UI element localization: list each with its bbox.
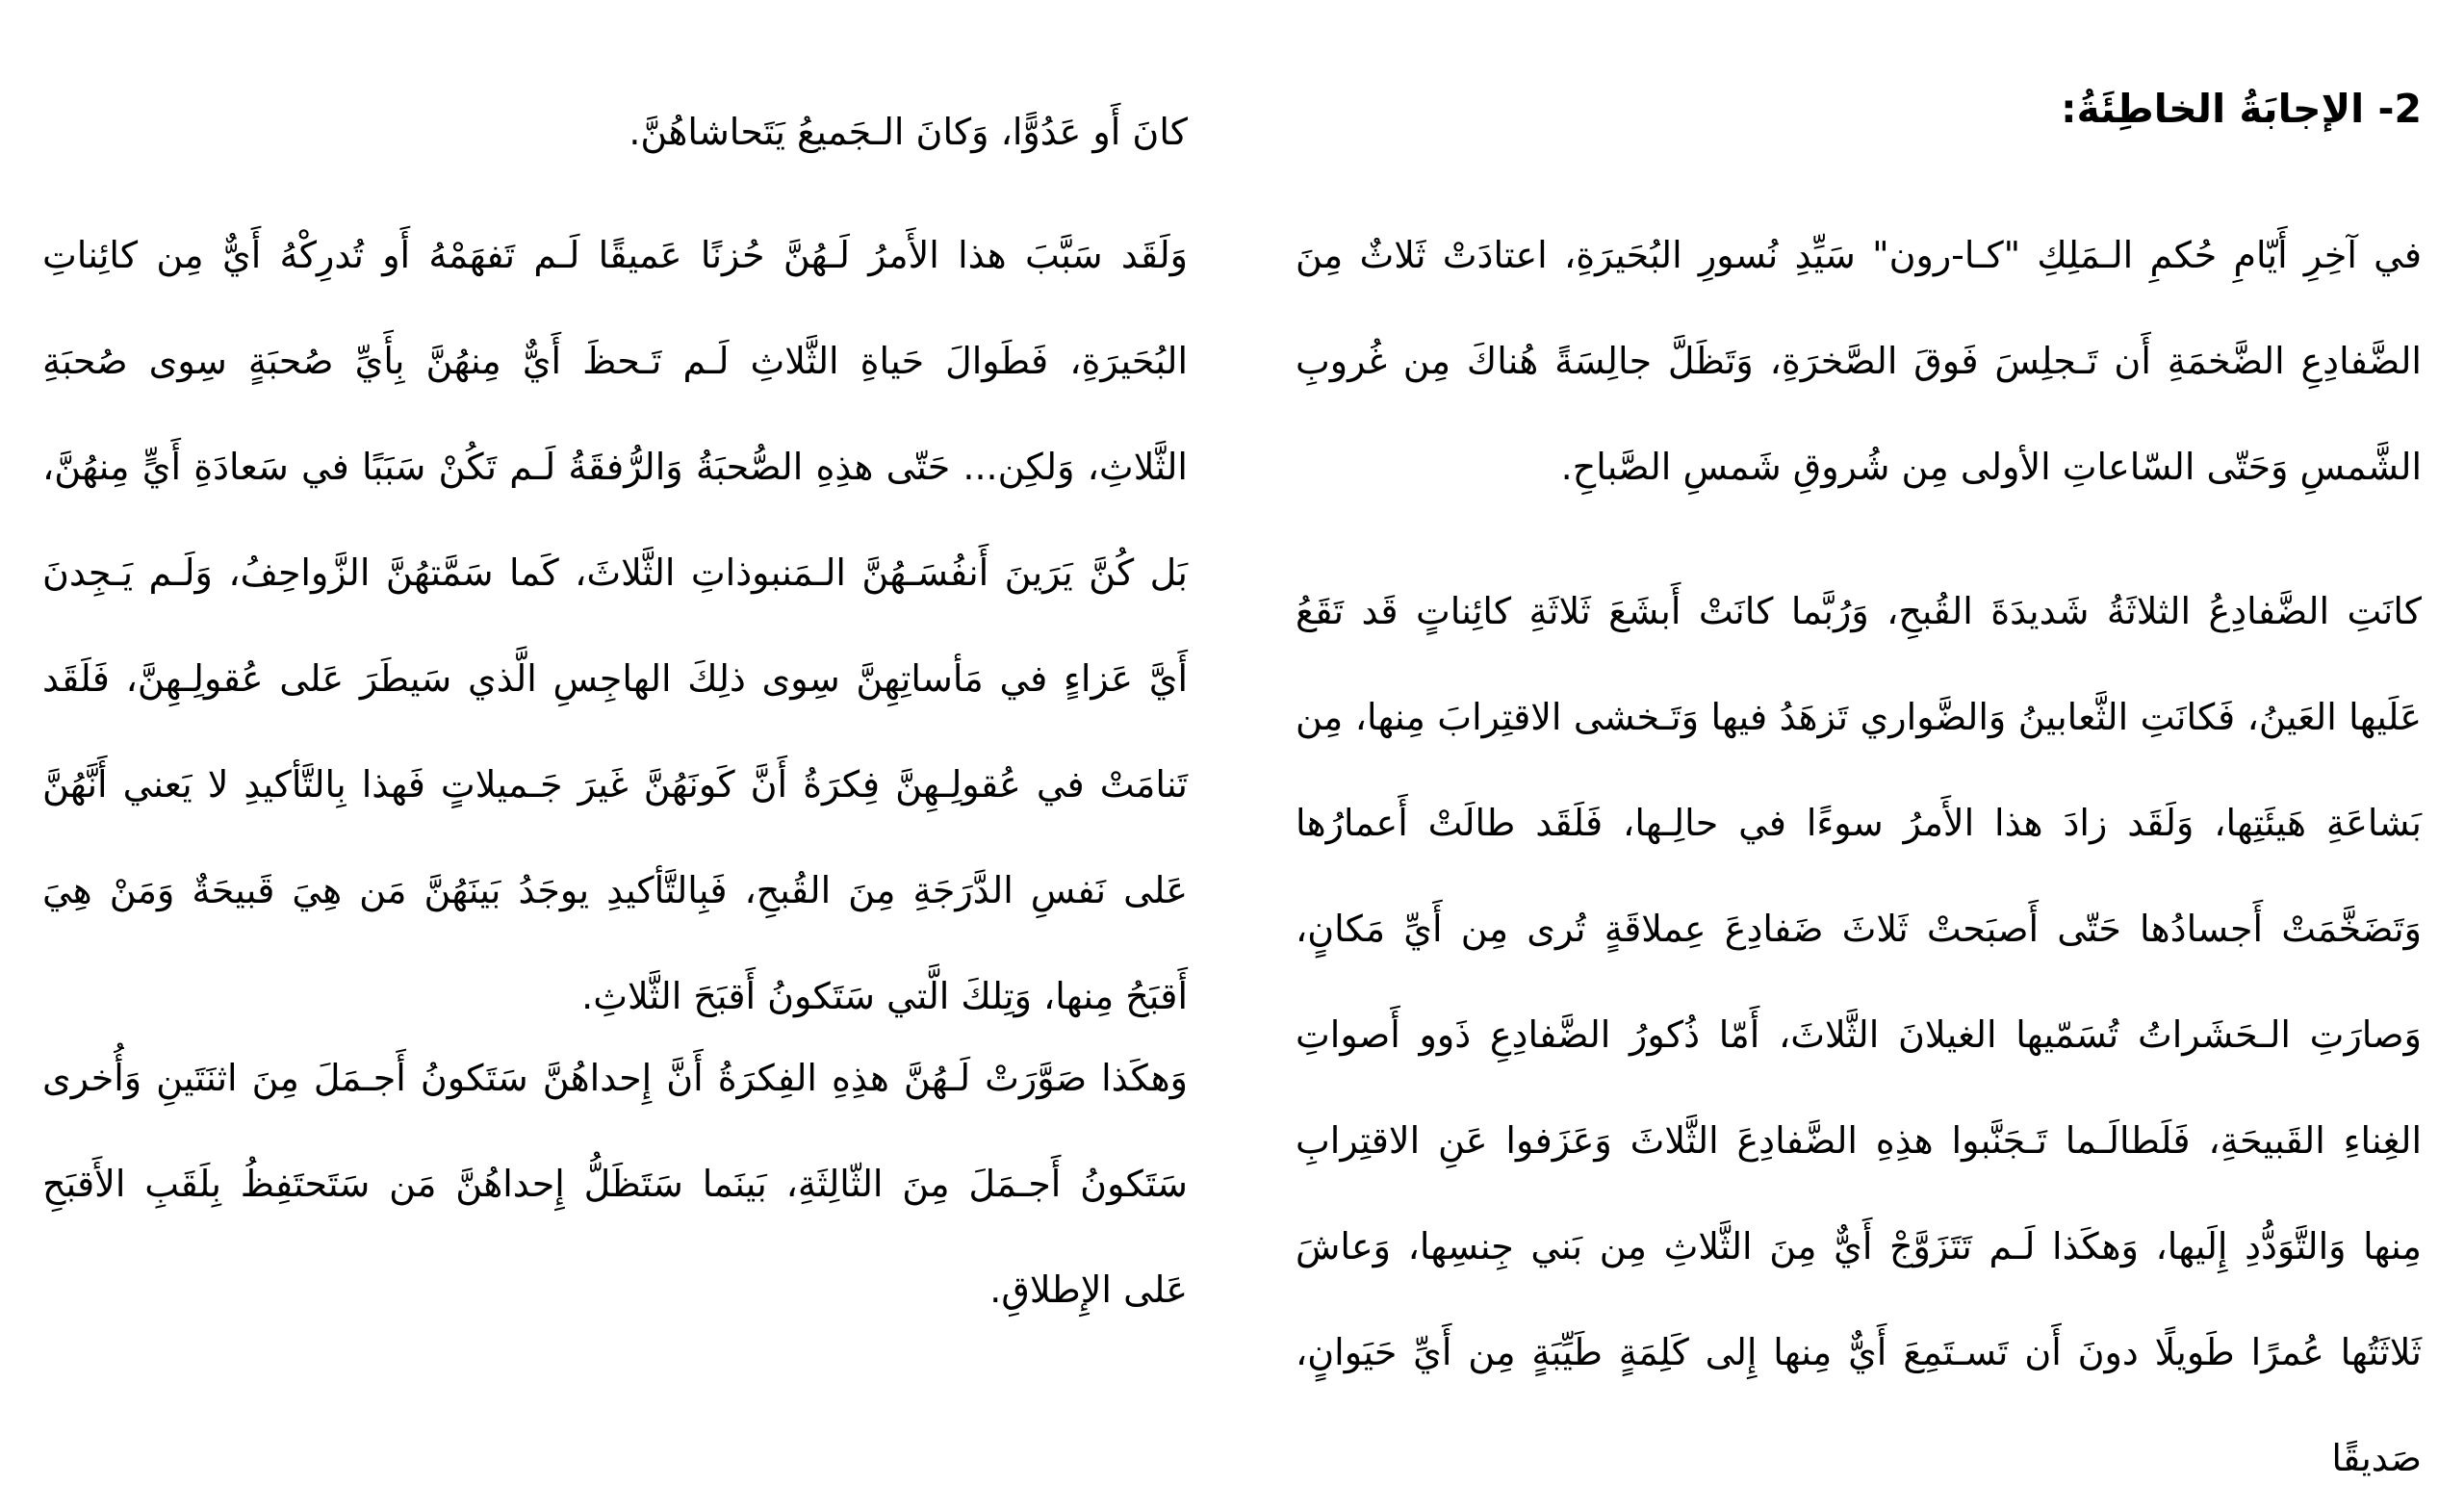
section-heading: 2- الإجابَةُ الخاطِئَةُ:: [2061, 86, 2422, 132]
left-paragraph-3: وَهكَذا صَوَّرَتْ لَـهُنَّ هذِهِ الفِكرَةُ أَنَّ إِحداهُنَّ سَتَكونُ أَجـمَلَ مِنَ اثنَتَينِ وَأُخرى سَتَكونُ أَجـمَلَ مِنَ الثّالِثَةِ، بَينَما سَتَظَلُّ إِحداهُنَّ مَن سَتَحتَفِظُ بِلَقَبِ الأَقبَحِ عَلى الإِطلاقِ.: [42, 1057, 1188, 1311]
right-paragraph-1: في آخِرِ أَيّامِ حُكمِ الـمَلِكِ "كـا-رون" سَيِّدِ نُسورِ البُحَيرَةِ، اعتادَتْ ثَلاثٌ مِنَ الضَّفادِعِ الضَّخمَةِ أَن تَـجلِسَ فَوقَ الصَّخرَةِ، وَتَظَلَّ جالِسَةً هُناكَ مِن غُروبِ الشَّمسِ وَحَتّى السّاعاتِ الأولى مِن شُروقِ شَمسِ الصَّباحِ.: [1296, 234, 2422, 488]
left-paragraph-2: وَلَقَد سَبَّبَ هذا الأَمرُ لَـهُنَّ حُزنًا عَميقًا لَـم تَفهَمْهُ أَو تُدرِكْهُ أَيٌّ مِن كائِناتِ البُحَيرَةِ، فَطَوالَ حَياةِ الثَّلاثِ لَـم تَـحظَ أَيٌّ مِنهُنَّ بِأَيِّ صُحبَةٍ سِوى صُحبَةِ الثَّلاثِ، وَلكِن... حَتّى هذِهِ الصُّحبَةُ وَالرُّفقَةُ لَـم تَكُنْ سَبَبًا في سَعادَةِ أَيٍّ مِنهُنَّ، بَل كُنَّ يَرَينَ أَنفُسَـهُنَّ الـمَنبوذاتِ الثَّلاثَ، كَما سَمَّتهُنَّ الزَّواحِفُ، وَلَـم يَـجِدنَ أَيَّ عَزاءٍ في مَأساتِهِنَّ سِوى ذلِكَ الهاجِسِ الَّذي سَيطَرَ عَلى عُقولِـهِنَّ، فَلَقَد تَنامَتْ في عُقولِـهِنَّ فِكرَةُ أَنَّ كَونَهُنَّ غَيرَ جَـميلاتٍ فَهذا بِالتَّأكيدِ لا يَعني أَنَّهُنَّ عَلى نَفسِ الدَّرَجَةِ مِنَ القُبحِ، فَبِالتَّأكيدِ يوجَدُ بَينَهُنَّ مَن هِيَ قَبيحَةٌ وَمَنْ هِيَ أَقبَحُ مِنها، وَتِلكَ الَّتي سَتَكونُ أَقبَحَ الثَّلاثِ.: [42, 234, 1188, 1017]
right-text-column: [1296, 0, 2422, 1479]
right-paragraph-2: كانَتِ الضَّفادِعُ الثلاثَةُ شَديدَةَ القُبحِ، وَرُبَّما كانَتْ أَبشَعَ ثَلاثَةِ كائِناتٍ قَد تَقَعُ عَلَيها العَينُ، فَكانَتِ الثَّعابينُ وَالضَّواري تَزهَدُ فيها وَتَـخشى الاقتِرابَ مِنها، مِن بَشاعَةِ هَيئَتِها، وَلَقَد زادَ هذا الأَمرُ سوءًا في حالِـها، فَلَقَد طالَتْ أَعمارُها وَتَضَخَّمَتْ أَجسادُها حَتّى أَصبَحتْ ثَلاثَ ضَفادِعَ عِملاقَةٍ تُرى مِن أَيِّ مَكانٍ، وَصارَتِ الـحَشَراتُ تُسَمّيها الغيلانَ الثَّلاثَ، أَمّا ذُكورُ الضَّفادِعِ ذَوو أَصواتِ الغِناءِ القَبيحَةِ، فَلَطالَـما تَـجَنَّبوا هذِهِ الضَّفادِعَ الثَّلاثَ وَعَزَفوا عَنِ الاقتِرابِ مِنها وَالتَّوَدُّدِ إِلَيها، وَهكَذا لَـم تَتَزَوَّجْ أَيٌّ مِنَ الثَّلاثِ مِن بَني جِنسِها، وَعاشَ ثَلاثَتُها عُمرًا طَويلًا دونَ أَن تَسـتَمِعَ أَيٌّ مِنها إِلى كَلِمَةٍ طَيِّبَةٍ مِن أَيِّ حَيَوانٍ، صَديقًا: [1296, 590, 2422, 1479]
left-text-column: [42, 0, 1188, 1386]
left-paragraph-continuation: كانَ أَو عَدُوًّا، وَكانَ الـجَميعُ يَتَحاشاهُنَّ.: [629, 111, 1188, 153]
